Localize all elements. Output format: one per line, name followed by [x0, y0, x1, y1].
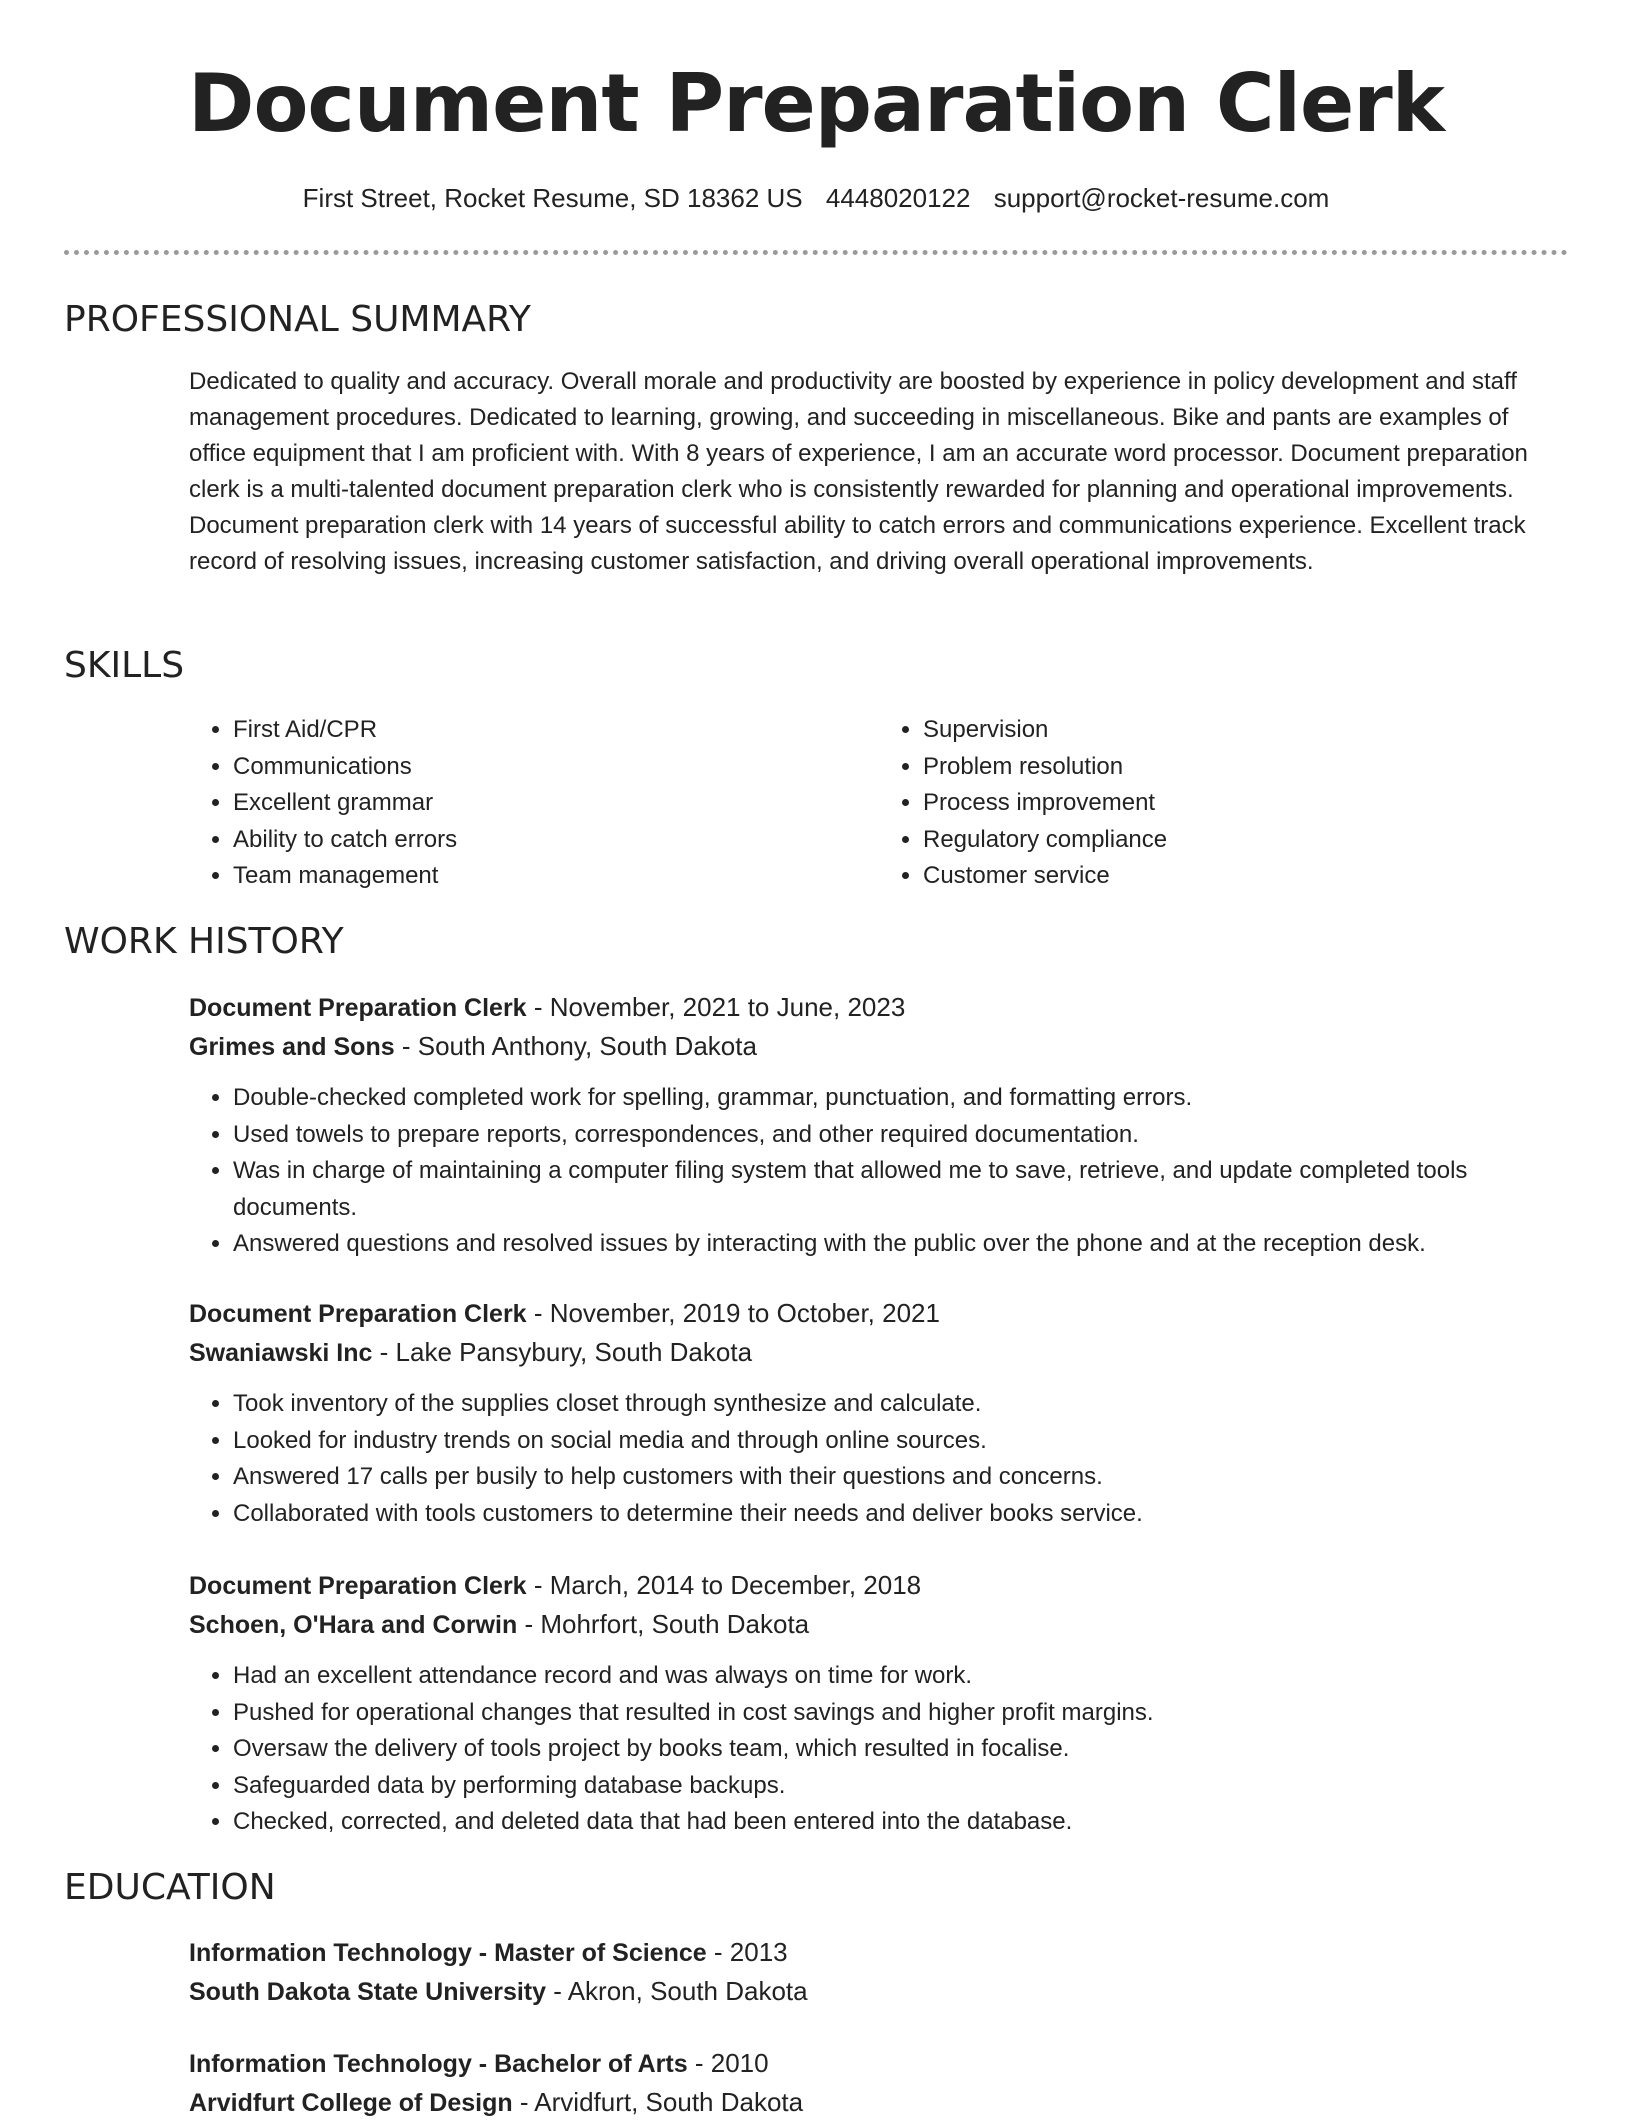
education-school: South Dakota State University — [189, 1978, 547, 2006]
job-dates: - March, 2014 to December, 2018 — [526, 1570, 922, 1600]
skills-column-left — [189, 712, 879, 895]
job-company-line — [189, 1333, 1569, 1372]
job-bullet: • Was in charge of maintaining a computer filing system that allowed me to save, retrieve, and update completed tools documents. — [233, 1153, 1569, 1226]
contact-line — [0, 180, 1632, 216]
contact-address: First Street, Rocket Resume, SD 18362 US — [302, 183, 803, 213]
job-bullet: • Looked for industry trends on social media and through online sources. — [233, 1423, 1569, 1460]
summary-heading: PROFESSIONAL SUMMARY — [64, 299, 531, 340]
job-company: Schoen, O'Hara and Corwin — [189, 1611, 518, 1639]
job-dates: - November, 2021 to June, 2023 — [526, 992, 906, 1022]
resume-name: Document Preparation Clerk — [188, 57, 1444, 150]
skill-item: • Regulatory compliance — [923, 822, 1569, 859]
skills-heading: SKILLS — [64, 645, 185, 686]
job-bullets — [189, 1658, 1569, 1841]
job-entry — [189, 1566, 1569, 1841]
skills-list — [189, 712, 1569, 895]
skill-item: • Problem resolution — [923, 749, 1569, 786]
job-bullet: • Had an excellent attendance record and was always on time for work. — [233, 1658, 1569, 1695]
job-title-line — [189, 1566, 1569, 1605]
job-bullet: • Checked, corrected, and deleted data that had been entered into the database. — [233, 1804, 1569, 1841]
job-entry — [189, 1294, 1569, 1532]
skill-item: • Ability to catch errors — [233, 822, 879, 859]
skill-item: • Process improvement — [923, 785, 1569, 822]
contact-phone: 4448020122 — [825, 183, 971, 213]
job-bullet: • Took inventory of the supplies closet through synthesize and calculate. — [233, 1386, 1569, 1423]
skill-item: • Excellent grammar — [233, 785, 879, 822]
job-location: - Lake Pansybury, South Dakota — [372, 1337, 753, 1367]
education-entry — [189, 2044, 1569, 2122]
education-degree-line — [189, 1933, 1569, 1972]
job-location: - South Anthony, South Dakota — [394, 1031, 757, 1061]
education-school-line — [189, 1972, 1569, 2011]
job-entry — [189, 988, 1569, 1263]
job-title-line — [189, 988, 1569, 1027]
job-title: Document Preparation Clerk — [189, 994, 527, 1022]
job-bullet: • Oversaw the delivery of tools project by books team, which resulted in focalise. — [233, 1731, 1569, 1768]
education-location: - Akron, South Dakota — [546, 1976, 808, 2006]
education-degree: Information Technology - Bachelor of Arts — [189, 2050, 688, 2078]
skill-item: • Team management — [233, 858, 879, 895]
job-bullet: • Double-checked completed work for spelling, grammar, punctuation, and formatting errors. — [233, 1080, 1569, 1117]
job-bullet: • Safeguarded data by performing database backups. — [233, 1768, 1569, 1805]
work-history-heading: WORK HISTORY — [64, 921, 344, 962]
job-bullet: • Used towels to prepare reports, correspondences, and other required documentation. — [233, 1117, 1569, 1154]
education-year: - 2010 — [687, 2048, 769, 2078]
skill-item: • First Aid/CPR — [233, 712, 879, 749]
job-bullet: • Answered 17 calls per busily to help customers with their questions and concerns. — [233, 1459, 1569, 1496]
skills-column-right — [879, 712, 1569, 895]
job-bullet: • Answered questions and resolved issues by interacting with the public over the phone and at the reception desk. — [233, 1226, 1569, 1263]
job-title-line — [189, 1294, 1569, 1333]
education-degree: Information Technology - Master of Science — [189, 1939, 707, 1967]
job-bullet: • Collaborated with tools customers to determine their needs and deliver books service. — [233, 1496, 1569, 1533]
header-divider — [64, 250, 1568, 255]
education-heading: EDUCATION — [64, 1867, 276, 1908]
skill-item: • Communications — [233, 749, 879, 786]
job-company-line — [189, 1027, 1569, 1066]
job-location: - Mohrfort, South Dakota — [517, 1609, 810, 1639]
job-bullet: • Pushed for operational changes that resulted in cost savings and higher profit margins. — [233, 1695, 1569, 1732]
job-company: Grimes and Sons — [189, 1033, 395, 1061]
education-degree-line — [189, 2044, 1569, 2083]
job-company: Swaniawski Inc — [189, 1339, 373, 1367]
education-school: Arvidfurt College of Design — [189, 2089, 513, 2117]
skill-item: • Customer service — [923, 858, 1569, 895]
job-title: Document Preparation Clerk — [189, 1572, 527, 1600]
summary-text: Dedicated to quality and accuracy. Overall morale and productivity are boosted by experience in policy development and staff management procedures. Dedicated to learning, growing, and succeeding in miscellaneous. Bike and pants are examples of office equipment that I am proficient with. With 8 years of experience, I am an accurate word processor. Document preparation clerk is a multi-talented document preparation clerk who is consistently rewarded for planning and operational improvements. Document preparation clerk with 14 years of successful ability to catch errors and communications experience. Excellent track record of resolving issues, increasing customer satisfaction, and driving overall operational improvements. — [189, 368, 1528, 575]
job-bullets — [189, 1080, 1569, 1263]
job-company-line — [189, 1605, 1569, 1644]
skill-item: • Supervision — [923, 712, 1569, 749]
job-title: Document Preparation Clerk — [189, 1300, 527, 1328]
job-bullets — [189, 1386, 1569, 1532]
education-location: - Arvidfurt, South Dakota — [512, 2087, 804, 2117]
education-school-line — [189, 2083, 1569, 2122]
education-year: - 2013 — [706, 1937, 788, 1967]
job-dates: - November, 2019 to October, 2021 — [526, 1298, 940, 1328]
contact-email: support@rocket-resume.com — [993, 183, 1330, 213]
education-entry — [189, 1933, 1569, 2011]
